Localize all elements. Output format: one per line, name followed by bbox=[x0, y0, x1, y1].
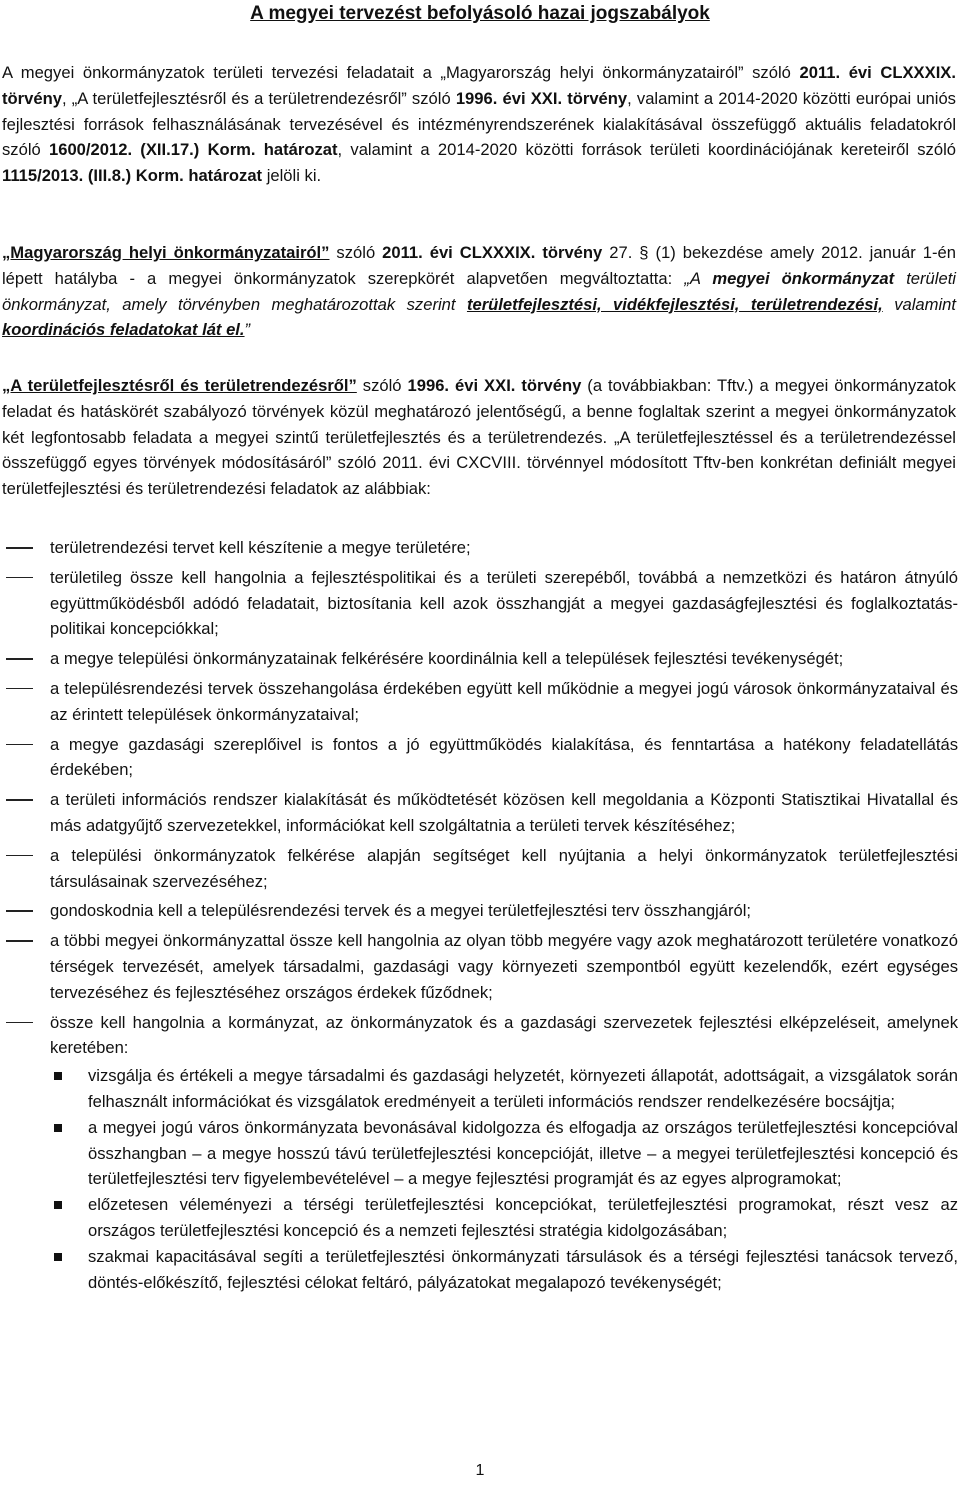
text-run: 2011. évi CLXXXIX. törvény bbox=[2, 63, 956, 108]
list-item bbox=[0, 535, 958, 561]
list-item-text: területrendezési tervet kell készítenie a megye területére; bbox=[50, 538, 471, 557]
text-run: megyei önkormányzat bbox=[712, 268, 895, 288]
dash-bullet-icon bbox=[6, 940, 33, 942]
list-item-text: a megye gazdasági szereplőivel is fontos a jó együttműködés kialakítása, és fenntartása a hatékony feladatellátás érdekében; bbox=[50, 734, 958, 780]
text-run: 1115/2013. (III.8.) Korm. határozat bbox=[2, 166, 263, 186]
text-run: „A bbox=[684, 268, 713, 288]
text-run: 2011. évi CLXXXIX. törvény bbox=[382, 243, 603, 262]
sub-list-item bbox=[50, 1063, 958, 1115]
square-bullet-icon bbox=[54, 1253, 62, 1261]
page-number: 1 bbox=[475, 1462, 485, 1479]
list-item bbox=[0, 732, 958, 784]
text-run: , valamint a 2014-2020 közötti európai uniós fejlesztési források felhasználásának tervezésével és intézményrendszerének kialakításával összefüggő aktuális feladatokról szóló bbox=[2, 88, 956, 160]
regional-dev-act-paragraph bbox=[2, 373, 956, 502]
dash-bullet-icon bbox=[6, 910, 33, 912]
list-item-text: a települési önkormányzatok felkérése alapján segítséget kell nyújtania a helyi önkormányzatok területfejlesztési társulásainak szervezéséhez; bbox=[50, 845, 958, 891]
list-item bbox=[0, 676, 958, 728]
task-list bbox=[0, 535, 958, 1299]
text-run: A megyei önkormányzatok területi tervezési feladatait a „Magyarország helyi önkormányzatairól” szóló bbox=[2, 63, 800, 82]
dash-bullet-icon bbox=[6, 658, 33, 660]
dash-bullet-icon bbox=[6, 547, 33, 549]
list-item-text: a településrendezési tervek összehangolása érdekében együtt kell működnie a megyei jogú városok önkormányzataival és az érintett települések önkormányzataival; bbox=[50, 678, 958, 724]
list-item bbox=[0, 928, 958, 1005]
square-bullet-icon bbox=[54, 1124, 62, 1132]
text-run: 1996. évi XXI. törvény bbox=[455, 88, 628, 108]
text-run: „Magyarország helyi önkormányzatairól” bbox=[2, 243, 330, 262]
text-run: koordinációs feladatokat lát el. bbox=[2, 320, 245, 340]
sub-list-item-text: a megyei jogú város önkormányzata bevonásával kidolgozza és elfogadja az országos területfejlesztési koncepcióval összhangban – a megye hosszú távú területfejlesztési koncepcióját, illetve – a megyei területfejlesztési koncepció és területfejlesztési terv figyelembevételével – a megye fejlesztési programját és az egyes alprogramokat; bbox=[88, 1117, 958, 1189]
list-item bbox=[0, 843, 958, 895]
text-run: (a továbbiakban: Tftv.) a megyei önkormányzatok feladat és hatáskörét szabályozó törvények közül meghatározó jelentőségű, a benne foglaltak szerint a megyei önkormányzatok két legfontosabb feladata a megyei szintű területfejlesztés és a területrendezés. „A területfejlesztéssel és a területrendezéssel összefüggő egyes törvények módosításáról” szóló 2011. évi CXCVIII. törvénnyel módosított Tftv-ben konkrétan definiált megyei területfejlesztési és területrendezési feladatok az alábbiak: bbox=[2, 376, 956, 499]
intro-paragraph bbox=[2, 60, 956, 189]
text-run: valamint bbox=[882, 294, 956, 314]
dash-bullet-icon bbox=[6, 744, 33, 746]
sub-list-item-text: vizsgálja és értékeli a megye társadalmi és gazdasági helyzetét, környezeti állapotát, adottságait, a vizsgálatok során felhasznált információkat és vizsgálatok eredményeit a területi információs rendszer rendelkezésére bocsájtja; bbox=[88, 1066, 958, 1111]
text-run: 1600/2012. (XII.17.) Korm. határozat bbox=[49, 140, 338, 160]
text-run: „A területfejlesztésről és területrendezésről” bbox=[2, 376, 357, 395]
dash-bullet-icon bbox=[6, 577, 33, 579]
text-run: , valamint a 2014-2020 közötti források területi koordinációjának kereteiről szóló bbox=[337, 140, 956, 160]
text-run: területi önkormányzat, amely törvényben meghatározottak szerint bbox=[2, 268, 956, 314]
list-item-text: össze kell hangolnia a kormányzat, az önkormányzatok és a gazdasági szervezetek fejlesztési elképzeléseit, amelynek keretében: bbox=[50, 1012, 958, 1058]
text-run: , „A területfejlesztésről és a területrendezésről” szóló bbox=[61, 88, 456, 108]
list-item bbox=[0, 565, 958, 642]
text-run: ” bbox=[244, 320, 251, 340]
list-item bbox=[0, 1010, 958, 1296]
text-run: szóló bbox=[356, 376, 408, 395]
dash-bullet-icon bbox=[6, 1022, 33, 1024]
text-run: jelöli ki. bbox=[262, 166, 322, 186]
dash-bullet-icon bbox=[6, 799, 33, 801]
square-bullet-icon bbox=[54, 1072, 62, 1080]
sub-task-list bbox=[50, 1063, 958, 1295]
text-run: területfejlesztési, vidékfejlesztési, területrendezési, bbox=[466, 294, 883, 314]
dash-bullet-icon bbox=[6, 855, 33, 857]
list-item bbox=[0, 898, 958, 924]
text-run: 1996. évi XXI. törvény bbox=[407, 376, 582, 395]
local-gov-act-paragraph bbox=[2, 240, 956, 343]
dash-bullet-icon bbox=[6, 688, 33, 690]
list-item bbox=[0, 787, 958, 839]
text-run: szóló bbox=[329, 243, 383, 262]
sub-list-item bbox=[50, 1244, 958, 1296]
list-item-text: a területi információs rendszer kialakítását és működtetését közösen kell megoldania a Központi Statisztikai Hivatallal és más adatgyűjtő szervezetekkel, információkat kell szolgáltatnia a területi tervek készítéséhez; bbox=[50, 790, 958, 835]
sub-list-item bbox=[50, 1192, 958, 1244]
list-item-text: területileg össze kell hangolnia a fejlesztéspolitikai és a területi szerepéből, továbbá a nemzetközi és határon átnyúló együttműködésből adódó feladatait, biztosítania kell azok összhangját a megyei gazdaságfejlesztési és foglalkoztatás-politikai koncepciókkal; bbox=[50, 567, 958, 639]
text-run: 27. § (1) bekezdése amely 2012. január 1-én lépett hatályba - a megyei önkormányzatok szerepkörét alapvetően megváltoztatta: bbox=[2, 243, 956, 288]
list-item-text: a megye települési önkormányzatainak felkérésére koordinálnia kell a települések fejlesztési tevékenységét; bbox=[50, 649, 844, 669]
square-bullet-icon bbox=[54, 1201, 62, 1209]
list-item bbox=[0, 646, 958, 672]
sub-list-item-text: előzetesen véleményezi a térségi területfejlesztési koncepciókat, területfejlesztési programokat, részt vesz az országos területfejlesztési koncepció és a nemzeti fejlesztési stratégia kidolgozásában; bbox=[88, 1195, 958, 1240]
page-title: A megyei tervezést befolyásoló hazai jogszabályok bbox=[250, 3, 710, 24]
list-item-text: gondoskodnia kell a településrendezési tervek és a megyei területfejlesztési terv összhangjáról; bbox=[50, 901, 752, 921]
list-item-text: a többi megyei önkormányzattal össze kell hangolnia az olyan több megyére vagy azok meghatározott területére vonatkozó térségek tervezését, amelyek társadalmi, gazdasági vagy környezeti szempontból együtt kezelendők, ezért egységes tervezéséhez és fejlesztéséhez országos érdekek fűződnek; bbox=[50, 931, 958, 1002]
sub-list-item-text: szakmai kapacitásával segíti a területfejlesztési önkormányzati társulások és a térségi fejlesztési tanácsok tervező, döntés-előkészítő, fejlesztési célokat feltáró, pályázatokat megalapozó tevékenységét; bbox=[88, 1246, 958, 1292]
sub-list-item bbox=[50, 1115, 958, 1192]
